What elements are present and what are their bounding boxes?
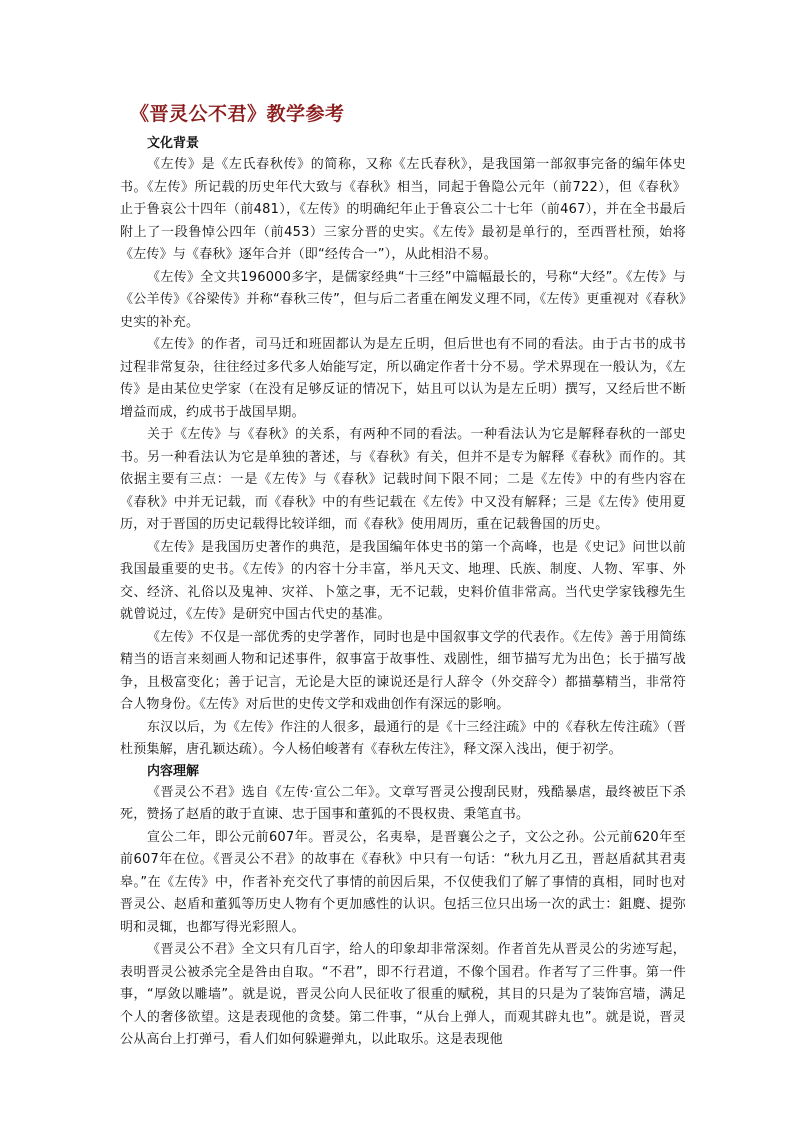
document-title: 《晋灵公不君》教学参考 [130, 103, 345, 125]
document-page [120, 100, 686, 1052]
paragraph: 《左传》不仅是一部优秀的史学著作，同时也是中国叙事文学的代表作。《左传》善于用简练精当的语言来刻画人物和记述事件，叙事富于故事性、戏剧性，细节描写尤为出色；长于描写战争，且极富变化；善于记言，无论是大臣的谏说还是行人辞令（外交辞令）都描摹精当，非常符合人物身份。《左传》对后世的史传文学和戏曲创作有深远的影响。 [120, 629, 686, 712]
paragraph: 《左传》是《左氏春秋传》的简称，又称《左氏春秋》，是我国第一部叙事完备的编年体史书。《左传》所记载的历史年代大致与《春秋》相当，同起于鲁隐公元年（前722），但《春秋》止于鲁哀公十四年（前481），《左传》的明确纪年止于鲁哀公二十七年（前467），并在全书最后附上了一段鲁悼公四年（前453）三家分晋的史实。《左传》最初是单行的，至西晋杜预，始将《左传》与《春秋》逐年合并（即“经传合一”），从此相沿不易。 [120, 157, 686, 262]
section-heading-cultural-background: 文化背景 [147, 136, 200, 151]
paragraph: 《晋灵公不君》选自《左传·宣公二年》。文章写晋灵公搜刮民财，残酷暴虐，最终被臣下杀死，赞扬了赵盾的敢于直谏、忠于国事和董狐的不畏权贵、秉笔直书。 [120, 784, 686, 822]
paragraph: 关于《左传》与《春秋》的关系，有两种不同的看法。一种看法认为它是解释春秋的一部史书。另一种看法认为它是单独的著述，与《春秋》有关，但并不是专为解释《春秋》而作的。其依据主要有三点：一是《左传》与《春秋》记载时间下限不同；二是《左传》中的有些内容在《春秋》中并无记载，而《春秋》中的有些记载在《左传》中又没有解释；三是《左传》使用夏历，对于晋国的历史记载得比较详细，而《春秋》使用周历，重在记载鲁国的历史。 [120, 427, 686, 532]
paragraph: 宣公二年，即公元前607年。晋灵公，名夷皋，是晋襄公之子，文公之孙。公元前620年至前607年在位。《晋灵公不君》的故事在《春秋》中只有一句话：“秋九月乙丑，晋赵盾弑其君夷皋。”在《左传》中，作者补充交代了事情的前因后果，不仅使我们了解了事情的真相，同时也对晋灵公、赵盾和董狐等历史人物有个更加感性的认识。包括三位只出场一次的武士：鉏麑、提弥明和灵辄，也都写得光彩照人。 [120, 829, 686, 935]
paragraph: 东汉以后，为《左传》作注的人很多，最通行的是《十三经注疏》中的《春秋左传注疏》（晋杜预集解，唐孔颖达疏）。今人杨伯峻著有《春秋左传注》，释文深入浅出，便于初学。 [120, 719, 686, 757]
paragraph: 《左传》是我国历史著作的典范，是我国编年体史书的第一个高峰，也是《史记》问世以前我国最重要的史书。《左传》的内容十分丰富，举凡天文、地理、氏族、制度、人物、军事、外交、经济、礼俗以及鬼神、灾祥、卜筮之事，无不记载，史料价值非常高。当代史学家钱穆先生就曾说过，《左传》是研究中国古代史的基准。 [120, 539, 686, 622]
paragraph: 《晋灵公不君》全文只有几百字，给人的印象却非常深刻。作者首先从晋灵公的劣迹写起，表明晋灵公被杀完全是咎由自取。“不君”，即不行君道，不像个国君。作者写了三件事。第一件事，“厚敛以雕墙”。就是说，晋灵公向人民征收了很重的赋税，其目的只是为了装饰宫墙，满足个人的奢侈欲望。这是表现他的贪婪。第二件事，“从台上弹人，而观其辟丸也”。就是说，晋灵公从高台上打弹弓，看人们如何躲避弹丸，以此取乐。这是表现他 [120, 942, 686, 1047]
section-heading-content-understanding: 内容理解 [147, 763, 200, 779]
paragraph: 《左传》全文共196000多字，是儒家经典“十三经”中篇幅最长的，号称“大经”。《左传》与《公羊传》《谷梁传》并称“春秋三传”，但与后二者重在阐发义理不同，《左传》更重视对《春秋》史实的补充。 [120, 269, 686, 330]
paragraph: 《左传》的作者，司马迁和班固都认为是左丘明，但后世也有不同的看法。由于古书的成书过程非常复杂，往往经过多代多人始能写定，所以确定作者十分不易。学术界现在一般认为，《左传》是由某位史学家（在没有足够反证的情况下，姑且可以认为是左丘明）撰写，又经后世不断增益而成，约成书于战国早期。 [120, 337, 686, 420]
